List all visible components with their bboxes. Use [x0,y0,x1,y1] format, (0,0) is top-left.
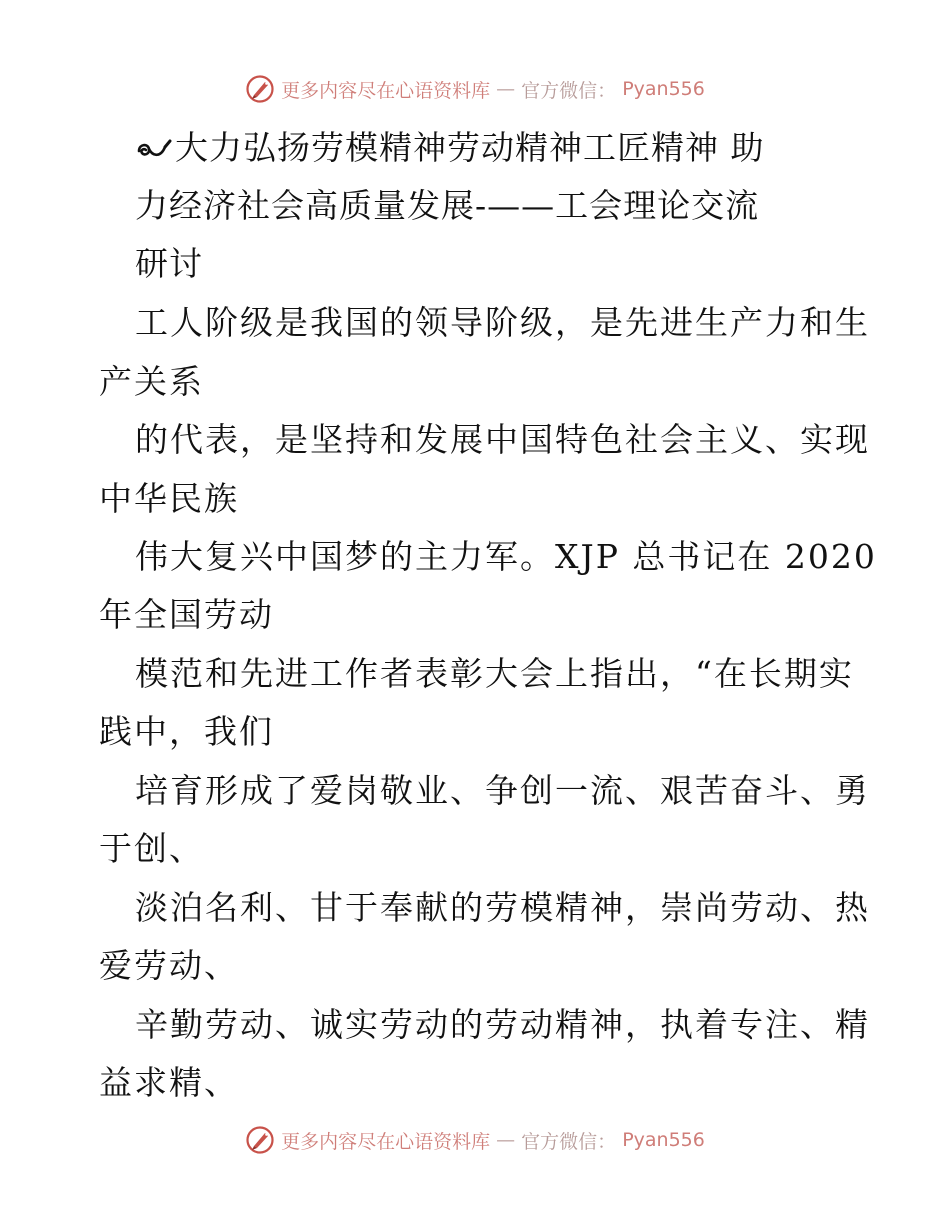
footer-brand-text: 更多内容尽在心语资料库 [281,1130,491,1153]
footer-separator: — [496,1129,516,1151]
body-line: 年全国劳动 [99,595,274,634]
document-title-line-3: 研讨 [135,244,203,283]
body-line: 伟大复兴中国梦的主力军。XJP 总书记在 2020 [135,537,877,576]
header-brand-text: 更多内容尽在心语资料库 [281,79,491,102]
header-banner [0,74,950,104]
body-line: 产关系 [99,362,204,401]
body-line: 践中，我们 [99,712,274,751]
swirl-flourish-icon [135,135,173,163]
body-line: 培育形成了爱岗敬业、争创一流、艰苦奋斗、勇 [135,771,870,810]
header-official-label: 官方微信： [521,79,617,102]
footer-wechat-id: Pyan556 [622,1129,705,1151]
footer-official-label: 官方微信： [521,1130,617,1153]
body-line: 于创、 [99,829,204,868]
document-title-line-2: 力经济社会高质量发展-——工会理论交流 [135,186,760,225]
document-title-text-1: 大力弘扬劳模精神劳动精神工匠精神 助 [175,128,765,167]
body-line: 中华民族 [99,479,239,518]
body-line: 的代表，是坚持和发展中国特色社会主义、实现 [135,420,870,459]
footer-banner [0,1125,950,1155]
pen-circle-logo-icon [245,1125,275,1155]
body-line: 工人阶级是我国的领导阶级，是先进生产力和生 [135,303,870,342]
header-separator: — [496,78,516,100]
body-line: 爱劳动、 [99,946,239,985]
body-line: 辛勤劳动、诚实劳动的劳动精神，执着专注、精 [135,1005,870,1044]
body-line: 益求精、 [99,1063,239,1102]
body-line: 淡泊名利、甘于奉献的劳模精神，崇尚劳动、热 [135,888,870,927]
body-line: 模范和先进工作者表彰大会上指出，“在长期实 [135,654,854,693]
header-wechat-id: Pyan556 [622,78,705,100]
document-title-line-1 [135,128,765,168]
pen-circle-logo-icon [245,74,275,104]
